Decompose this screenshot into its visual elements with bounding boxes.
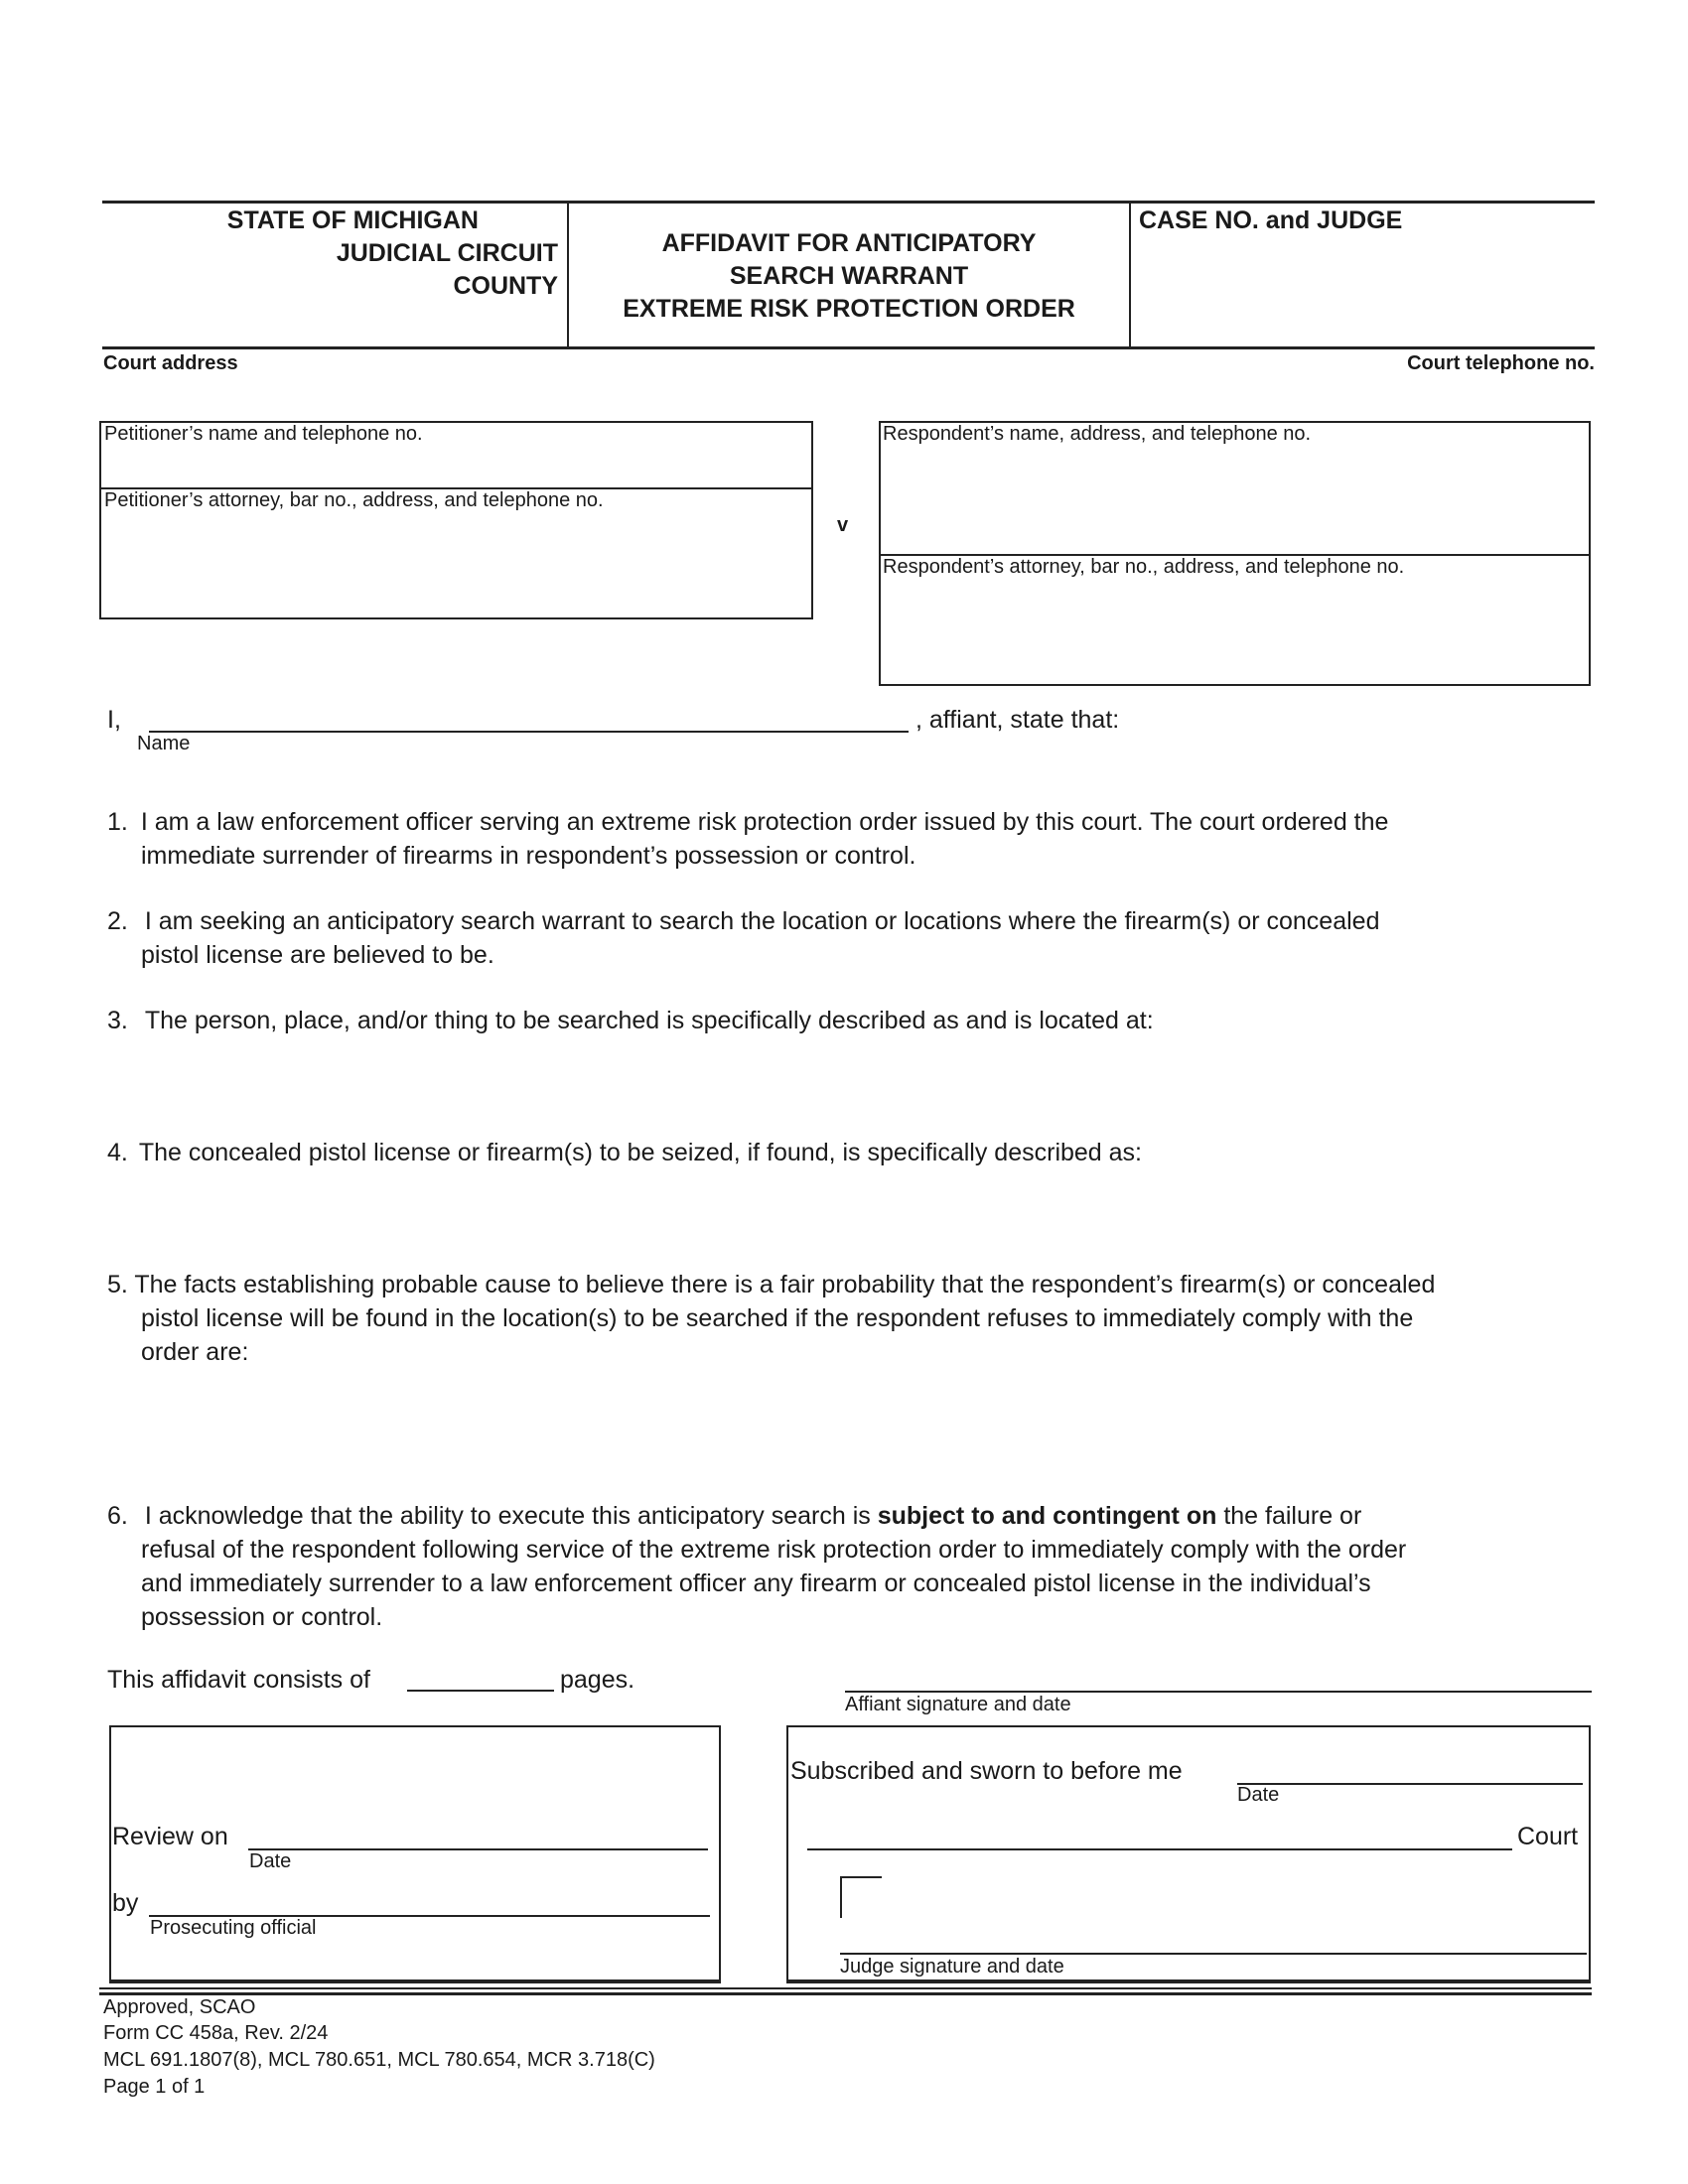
item-1: 1. I am a law enforcement officer serving an extreme risk protection order issued by this court. The court ordered the immediate surrender of firearms in respondent’s possession or control. xyxy=(107,808,1389,870)
affiant-suffix: , affiant, state that: xyxy=(915,706,1120,734)
form-title-line: EXTREME RISK PROTECTION ORDER xyxy=(623,295,1075,323)
sworn-date-input[interactable] xyxy=(1237,1783,1583,1785)
header-top-rule xyxy=(102,201,1595,204)
respondent-attorney-field[interactable]: Respondent’s attorney, bar no., address, and telephone no. xyxy=(883,556,1405,578)
form-title-line: SEARCH WARRANT xyxy=(729,262,969,290)
item-6: 6. I acknowledge that the ability to execute this anticipatory search is subject to and contingent on the failure or refusal of the respondent following service of the extreme risk protection order to immediately comply with the order and immediately surrender to a law enforcement officer any firearm or concealed pistol license in the individual’s possession or control. xyxy=(107,1502,1407,1631)
court-input[interactable] xyxy=(807,1848,1512,1850)
seal-bracket xyxy=(840,1876,842,1918)
petitioner-attorney-field[interactable]: Petitioner’s attorney, bar no., address, and telephone no. xyxy=(104,489,604,511)
affiant-prefix: I, xyxy=(107,706,121,734)
review-date-input[interactable] xyxy=(248,1848,708,1850)
prosecuting-official-label: Prosecuting official xyxy=(150,1917,317,1939)
circuit-label: JUDICIAL CIRCUIT xyxy=(336,239,558,267)
affiant-signature-label: Affiant signature and date xyxy=(845,1694,1071,1715)
footer-rule xyxy=(99,1992,1592,1995)
county-label: COUNTY xyxy=(453,272,558,300)
footer-page-number: Page 1 of 1 xyxy=(103,2076,206,2098)
item-4: 4. The concealed pistol license or firearm(s) to be seized, if found, is specifically described as: xyxy=(107,1139,1143,1166)
judge-signature-line[interactable] xyxy=(840,1953,1587,1955)
review-on-label: Review on xyxy=(112,1823,228,1850)
petitioner-box xyxy=(99,421,813,619)
form-title-line: AFFIDAVIT FOR ANTICIPATORY xyxy=(661,229,1037,257)
item-2: 2. I am seeking an anticipatory search warrant to search the location or locations where the firearm(s) or concealed pistol license are believed to be. xyxy=(107,907,1380,969)
review-date-label: Date xyxy=(249,1850,292,1872)
versus-label: v xyxy=(837,514,849,536)
footer-rule xyxy=(99,1987,1592,1989)
pages-suffix: pages. xyxy=(560,1666,635,1694)
by-label: by xyxy=(112,1889,139,1917)
state-label: STATE OF MICHIGAN xyxy=(226,206,479,234)
court-telephone-label: Court telephone no. xyxy=(1407,352,1595,374)
affiant-signature-line[interactable] xyxy=(845,1691,1592,1693)
footer-citations: MCL 691.1807(8), MCL 780.651, MCL 780.654, MCR 3.718(C) xyxy=(103,2049,655,2071)
item-5: 5. The facts establishing probable cause to believe there is a fair probability that the respondent’s firearm(s) or concealed pistol license will be found in the location(s) to be searched if the respondent refuses to immediately comply with the order are: xyxy=(107,1271,1436,1366)
judge-signature-label: Judge signature and date xyxy=(840,1956,1064,1978)
item-3: 3. The person, place, and/or thing to be searched is specifically described as and is located at: xyxy=(107,1007,1154,1034)
court-label: Court xyxy=(1517,1823,1579,1850)
sworn-date-label: Date xyxy=(1237,1784,1280,1806)
footer-approved: Approved, SCAO xyxy=(103,1996,256,2018)
respondent-name-field[interactable]: Respondent’s name, address, and telephone no. xyxy=(883,423,1312,445)
seal-bracket xyxy=(840,1876,882,1878)
subscribed-label: Subscribed and sworn to before me xyxy=(790,1757,1183,1785)
header-bottom-rule xyxy=(102,346,1595,349)
footer-form-number: Form CC 458a, Rev. 2/24 xyxy=(103,2022,329,2044)
affiant-name-input[interactable] xyxy=(149,731,909,733)
petitioner-name-field[interactable]: Petitioner’s name and telephone no. xyxy=(104,423,423,445)
case-no-label: CASE NO. and JUDGE xyxy=(1139,206,1403,234)
pages-count-input[interactable] xyxy=(407,1690,554,1692)
review-box xyxy=(109,1725,721,1983)
pages-prefix: This affidavit consists of xyxy=(107,1666,370,1694)
name-label: Name xyxy=(137,733,191,754)
court-address-label: Court address xyxy=(103,352,238,374)
